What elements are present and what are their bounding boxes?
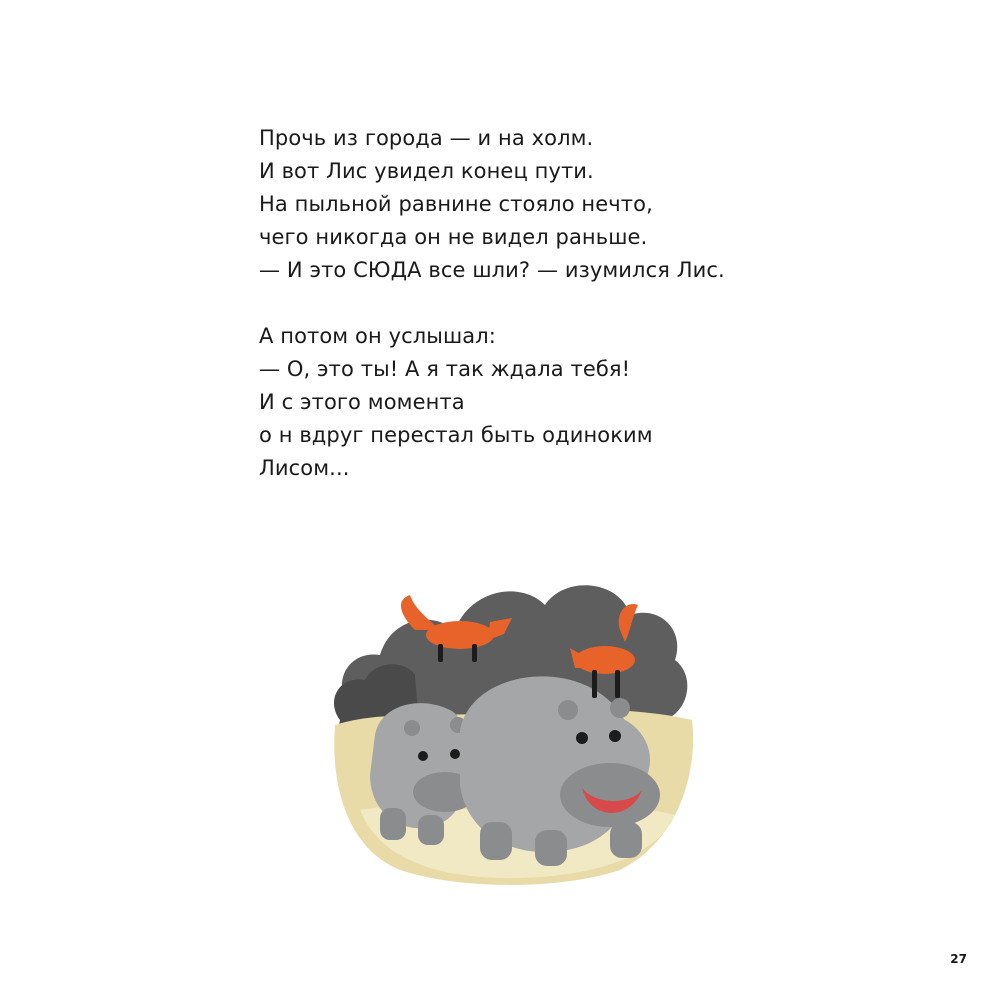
- poem-line: На пыльной равнине стояло нечто,: [259, 192, 653, 216]
- stanza-1: [259, 122, 819, 287]
- illustration-svg: [320, 560, 700, 890]
- poem-line: А потом он услышал:: [259, 324, 496, 348]
- poem-line: И вот Лис увидел конец пути.: [259, 159, 594, 183]
- poem-line: — И это СЮДА все шли? — изумился Лис.: [259, 258, 725, 282]
- big-hippo-leg-3: [610, 822, 642, 858]
- small-hippo-ear-l: [404, 720, 420, 736]
- big-hippo-leg-2: [535, 830, 567, 866]
- big-hippo-ear-r: [610, 698, 630, 718]
- small-hippo-leg-1: [380, 808, 406, 840]
- hippo-fox-illustration: [320, 560, 700, 890]
- stanza-2: [259, 320, 819, 485]
- fox-left-leg-1: [438, 644, 443, 662]
- poem-line: — О, это ты! А я так ждала тебя!: [259, 357, 631, 381]
- fox-right-leg-2: [615, 670, 620, 698]
- fox-left-body: [426, 621, 494, 649]
- big-hippo-eye-l: [576, 732, 588, 744]
- small-hippo-eye-l: [418, 751, 428, 761]
- poem-line: о н вдруг перестал быть одиноким: [259, 423, 653, 447]
- small-hippo-eye-r: [450, 749, 460, 759]
- big-hippo-snout: [560, 763, 660, 827]
- poem-text: [259, 122, 819, 485]
- poem-line: Прочь из города — и на холм.: [259, 126, 594, 150]
- poem-line: чего никогда он не видел раньше.: [259, 225, 648, 249]
- fox-right-leg-1: [592, 670, 597, 698]
- big-hippo-ear-l: [558, 700, 578, 720]
- fox-left-leg-2: [472, 644, 477, 662]
- poem-line: И с этого момента: [259, 390, 465, 414]
- page-number: 27: [950, 952, 967, 966]
- small-hippo-leg-2: [418, 815, 444, 845]
- big-hippo-eye-r: [609, 730, 621, 742]
- big-hippo-leg-1: [480, 822, 512, 860]
- poem-line: Лисом...: [259, 456, 350, 480]
